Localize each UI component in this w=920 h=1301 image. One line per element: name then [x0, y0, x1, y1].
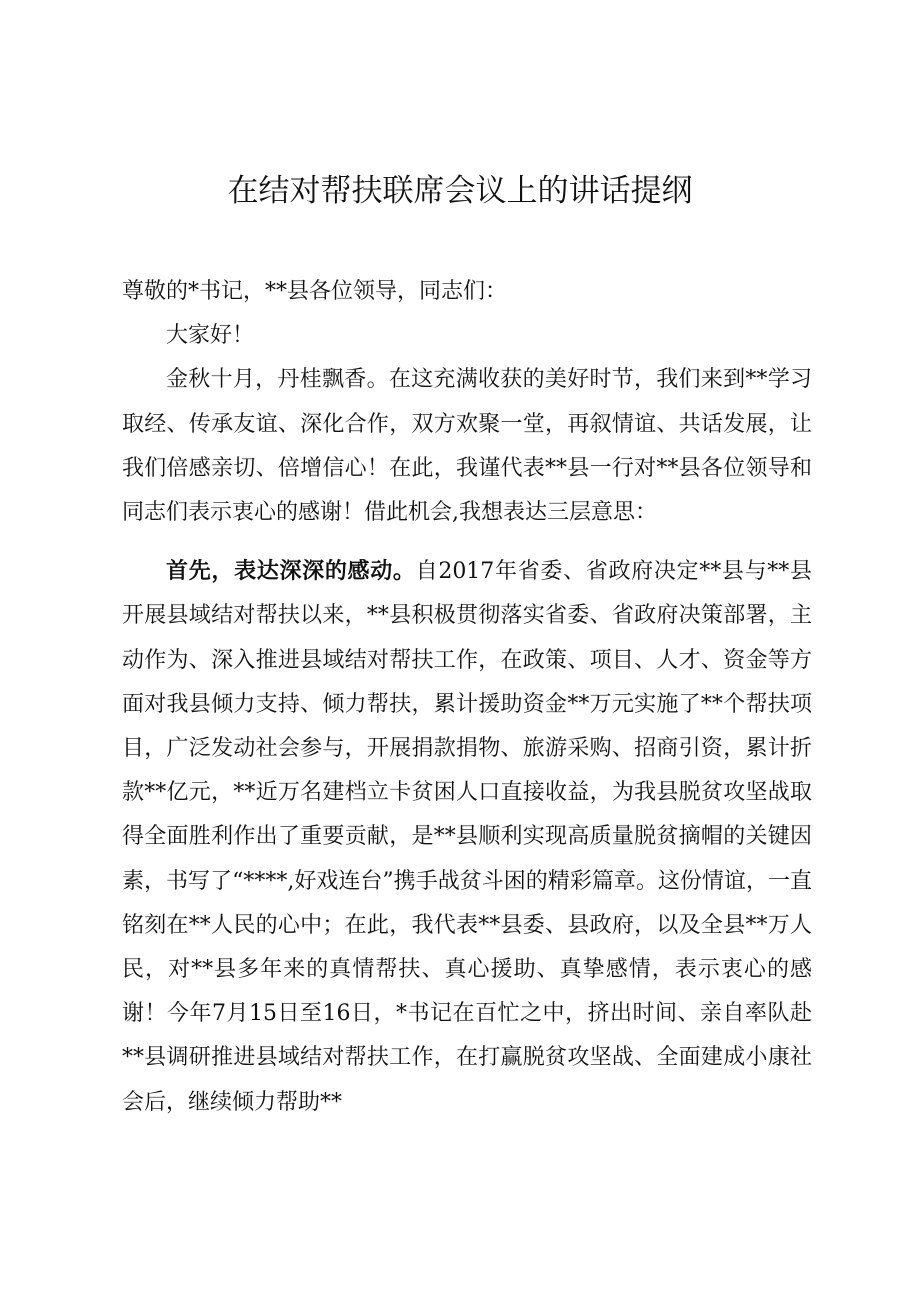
document-body [122, 270, 812, 1125]
first-point-body: 自2017年省委、省政府决定**县与**县开展县域结对帮扶以来，**县积极贯彻落实省委、省政府决策部署，主动作为、深入推进县域结对帮扶工作，在政策、项目、人才、资金等方面对我县倾力支持、倾力帮扶，累计援助资金**万元实施了**个帮扶项目，广泛发动社会参与，开展捐款捐物、旅游采购、招商引资，累计折款**亿元，**近万名建档立卡贫困人口直接收益，为我县脱贫攻坚战取得全面胜利作出了重要贡献，是**县顺利实现高质量脱贫摘帽的关键因素，书写了“****,好戏连台”携手战贫斗困的精彩篇章。这份情谊，一直铭刻在**人民的心中；在此，我代表**县委、县政府，以及全县**万人民，对**县多年来的真情帮扶、真心援助、真挚感情，表示衷心的感谢！今年7月15日至16日，*书记在百忙之中，挤出时间、亲自率队赴**县调研推进县域结对帮扶工作，在打赢脱贫攻坚战、全面建成小康社会后，继续倾力帮助** [122, 559, 812, 1115]
document-title: 在结对帮扶联席会议上的讲话提纲 [227, 173, 693, 209]
paragraph-intro: 金秋十月，丹桂飘香。在这充满收获的美好时节，我们来到**学习取经、传承友谊、深化合作，双方欢聚一堂，再叙情谊、共话发展，让我们倍感亲切、倍增信心！在此，我谨代表**县一行对**县各位领导和同志们表示衷心的感谢！借此机会,我想表达三层意思： [122, 367, 812, 526]
salutation-line: 尊敬的*书记，**县各位领导，同志们： [122, 279, 508, 304]
first-point-heading: 首先，表达深深的感动。 [166, 558, 416, 585]
paragraph-first-point [122, 549, 812, 1125]
greeting-line: 大家好！ [166, 323, 255, 349]
